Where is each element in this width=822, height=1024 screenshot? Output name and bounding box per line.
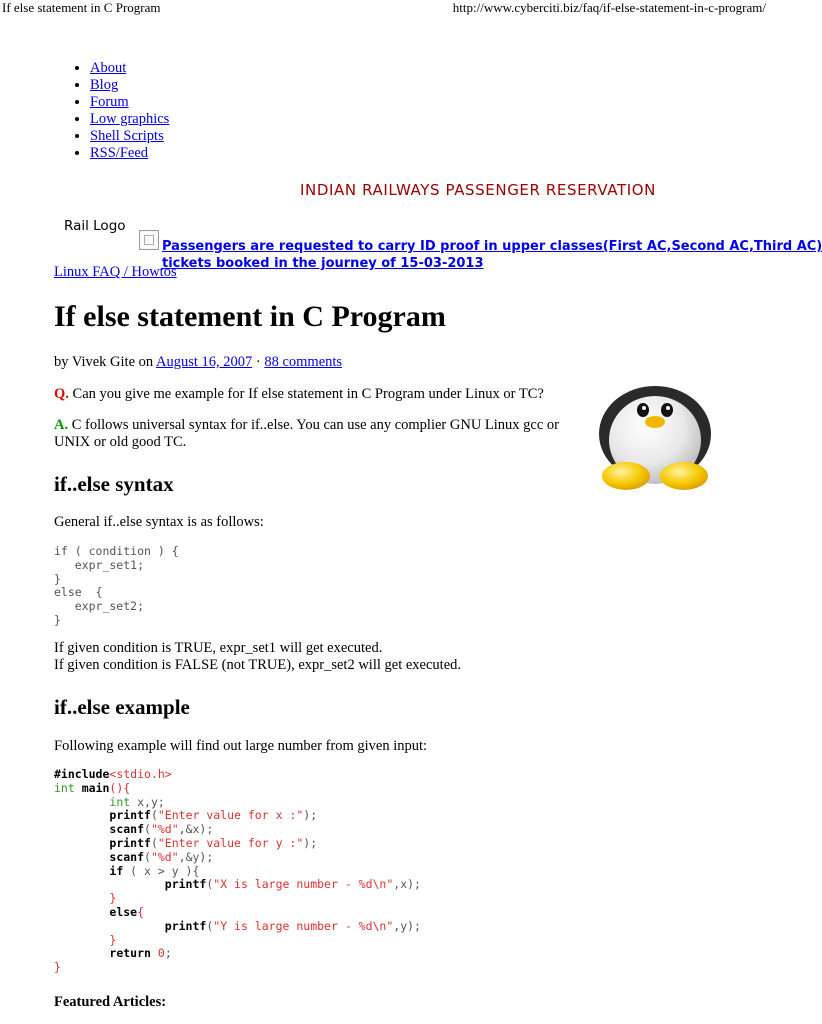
syntax-heading: if..else syntax bbox=[54, 472, 174, 496]
nav-link-low-graphics[interactable]: Low graphics bbox=[90, 111, 170, 127]
syntax-intro: General if..else syntax is as follows: bbox=[54, 514, 264, 530]
question-label: Q. bbox=[54, 386, 69, 402]
penguin-icon bbox=[596, 382, 714, 492]
example-heading: if..else example bbox=[54, 695, 190, 719]
nav-link-shell-scripts[interactable]: Shell Scripts bbox=[90, 128, 164, 144]
byline bbox=[54, 354, 342, 371]
false-condition-note: If given condition is FALSE (not TRUE), expr_set2 will get executed. bbox=[54, 657, 461, 673]
nav-item-shell-scripts bbox=[90, 128, 169, 145]
ticker-line-1: Passengers are requested to carry ID proof in upper classes(First AC,Second AC,Third AC) bbox=[162, 239, 822, 254]
nav-link-forum[interactable]: Forum bbox=[90, 94, 129, 110]
page-title: If else statement in C Program bbox=[54, 300, 446, 333]
byline-author: by Vivek Gite on bbox=[54, 354, 156, 370]
nav-item-forum bbox=[90, 94, 169, 111]
top-nav bbox=[76, 60, 169, 162]
question-text: Can you give me example for If else statement in C Program under Linux or TC? bbox=[68, 386, 544, 402]
syntax-code-block: if ( condition ) { expr_set1; } else { expr_set2; } bbox=[54, 544, 179, 627]
ticker-line-2: tickets booked in the journey of 15-03-2013 bbox=[162, 256, 484, 271]
example-code-block: #include<stdio.h> int main(){ int x,y; printf("Enter value for x :"); scanf("%d",&x); printf("Enter value for y :"); scanf("%d",&y); if ( x > y ){ printf("X is large number - %d\n",x); } else{ printf("Y is large number - %d\n",y); } return 0; } bbox=[54, 767, 421, 975]
example-intro: Following example will find out large number from given input: bbox=[54, 738, 428, 754]
nav-item-about bbox=[90, 60, 169, 77]
question-paragraph bbox=[54, 386, 569, 403]
nav-item-rss-feed bbox=[90, 145, 169, 162]
breadcrumb[interactable]: Linux FAQ / Howtos bbox=[54, 264, 177, 280]
nav-link-blog[interactable]: Blog bbox=[90, 77, 119, 93]
answer-paragraph bbox=[54, 417, 564, 451]
true-condition-note: If given condition is TRUE, expr_set1 will get executed. bbox=[54, 640, 383, 656]
answer-text: C follows universal syntax for if..else. You can use any complier GNU Linux gcc or UNIX or old good TC. bbox=[54, 417, 559, 450]
print-page-title: If else statement in C Program bbox=[2, 0, 161, 15]
railways-banner: INDIAN RAILWAYS PASSENGER RESERVATION bbox=[300, 181, 657, 199]
ticker-link[interactable] bbox=[162, 239, 822, 271]
nav-item-low-graphics bbox=[90, 111, 169, 128]
print-page-url: http://www.cyberciti.biz/faq/if-else-statement-in-c-program/ bbox=[452, 0, 766, 15]
comments-link[interactable]: 88 comments bbox=[264, 354, 343, 370]
rail-logo-alt-text: Rail Logo bbox=[64, 218, 126, 234]
nav-link-rss-feed[interactable]: RSS/Feed bbox=[90, 145, 149, 161]
answer-label: A. bbox=[54, 417, 69, 433]
byline-separator: · bbox=[252, 354, 265, 370]
broken-image-icon bbox=[139, 230, 159, 250]
featured-articles-heading: Featured Articles: bbox=[54, 994, 167, 1010]
post-date-link[interactable]: August 16, 2007 bbox=[155, 354, 253, 370]
news-ticker bbox=[162, 238, 822, 271]
nav-link-about[interactable]: About bbox=[90, 60, 127, 76]
nav-item-blog bbox=[90, 77, 169, 94]
